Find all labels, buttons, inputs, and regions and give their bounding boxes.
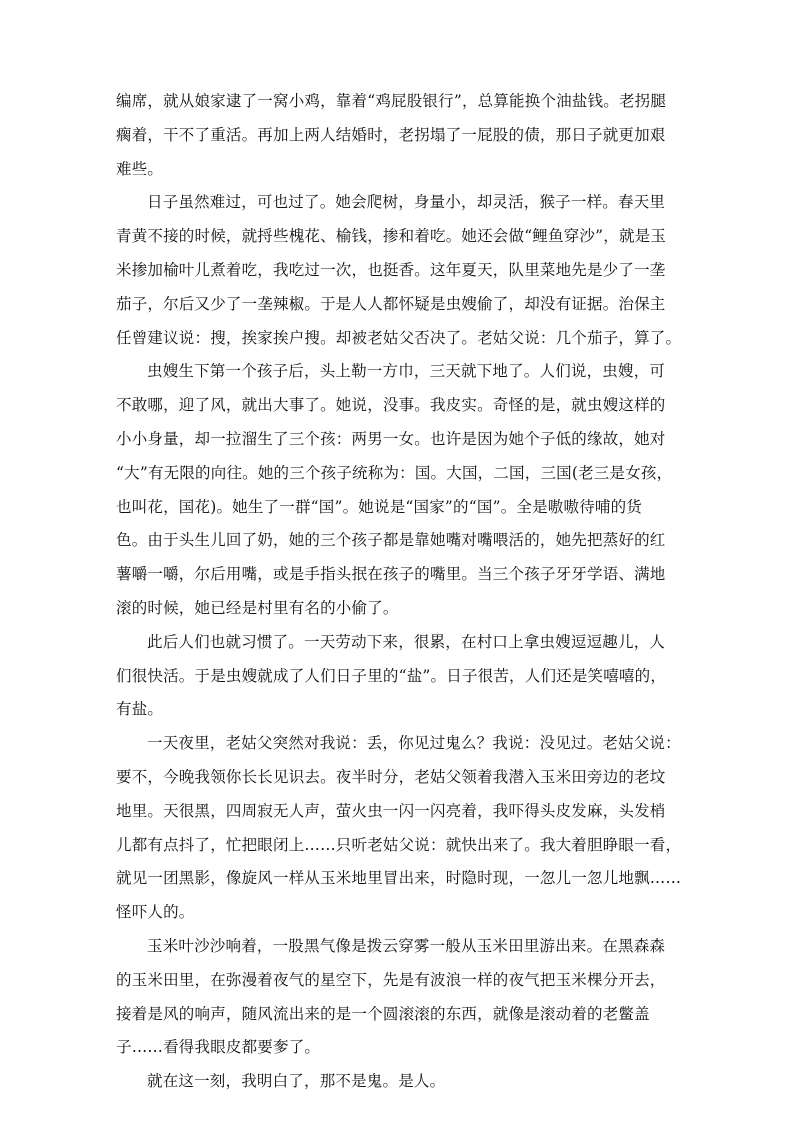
text-line: 也叫花，国花)。她生了一群“国”。她说是“国家”的“国”。全是嗷嗷待哺的货 xyxy=(116,497,642,516)
text-line: 不敢哪，迎了风，就出大事了。她说，没事。我皮实。奇怪的是，就虫嫂这样的 xyxy=(116,396,666,415)
text-line: 要不，今晚我领你长长见识去。夜半时分，老姑父领着我潜入玉米田旁边的老坟 xyxy=(116,767,666,786)
text-line: 接着是风的响声，随风流出来的是一个圆滚滚的东西，就像是滚动着的老鳖盖 xyxy=(116,1004,650,1023)
text-line: 青黄不接的时候，就捋些槐花、榆钱，掺和着吃。她还会做“鲤鱼穿沙”，就是玉 xyxy=(116,227,667,246)
paragraph-5 xyxy=(116,727,690,930)
text-line: 色。由于头生儿回了奶，她的三个孩子都是靠她嘴对嘴喂活的，她先把蒸好的红 xyxy=(116,531,666,550)
text-line: 怪吓人的。 xyxy=(116,903,195,922)
text-line: 有盐。 xyxy=(116,700,164,719)
paragraph-2 xyxy=(116,186,690,355)
text-line: 日子虽然难过，可也过了。她会爬树，身量小，却灵活，猴子一样。春天里 xyxy=(147,193,666,212)
text-line: 编席，就从娘家逮了一窝小鸡，靠着“鸡屁股银行”，总算能换个油盐钱。老拐腿 xyxy=(116,92,667,110)
text-line: 小小身量，却一拉溜生了三个孩：两男一女。也许是因为她个子低的缘故，她对 xyxy=(116,429,666,448)
text-line: 此后人们也就习惯了。一天劳动下来，很累，在村口上拿虫嫂逗逗趣儿，人 xyxy=(147,632,666,651)
paragraph-6 xyxy=(116,930,690,1065)
text-line: 薯嚼一嚼，尔后用嘴，或是手指头抿在孩子的嘴里。当三个孩子牙牙学语、满地 xyxy=(116,565,666,584)
text-line: 滚的时候，她已经是村里有名的小偷了。 xyxy=(116,598,399,617)
paragraph-1 xyxy=(116,85,690,186)
text-line: 虫嫂生下第一个孩子后，头上勒一方巾，三天就下地了。人们说，虫嫂，可 xyxy=(147,362,666,381)
text-line: 的玉米田里，在弥漫着夜气的星空下，先是有波浪一样的夜气把玉米棵分开去， xyxy=(116,970,666,989)
text-line: 一天夜里，老姑父突然对我说：丢，你见过鬼么？我说：没见过。老姑父说： xyxy=(147,734,681,753)
text-line: 任曾建议说：搜，挨家挨户搜。却被老姑父否决了。老姑父说：几个茄子，算了。 xyxy=(116,328,682,347)
text-line: 难些。 xyxy=(116,159,164,178)
text-line: “大”有无限的向往。她的三个孩子统称为：国。大国，二国，三国(老三是女孩， xyxy=(116,463,673,482)
paragraph-7 xyxy=(116,1065,690,1099)
text-line: 茄子，尔后又少了一垄辣椒。于是人人都怀疑是虫嫂偷了，却没有证据。治保主 xyxy=(116,294,666,313)
text-line: 就见一团黑影，像旋风一样从玉米地里冒出来，时隐时现，一忽儿一忽儿地飘…… xyxy=(116,869,682,888)
text-line: 米掺加榆叶儿煮着吃，我吃过一次，也挺香。这年夏天，队里菜地先是少了一垄 xyxy=(116,260,666,279)
text-line: 们很快活。于是虫嫂就成了人们日子里的“盐”。日子很苦，人们还是笑嘻嘻的， xyxy=(116,666,667,685)
text-line: 地里。天很黑，四周寂无人声，萤火虫一闪一闪亮着，我吓得头皮发麻，头发梢 xyxy=(116,801,666,820)
paragraph-3 xyxy=(116,355,690,625)
document-page xyxy=(116,85,690,1099)
text-line: 儿都有点抖了，忙把眼闭上……只听老姑父说：就快出来了。我大着胆睁眼一看， xyxy=(116,835,682,854)
text-line: 瘸着，干不了重活。再加上两人结婚时，老拐塌了一屁股的债，那日子就更加艰 xyxy=(116,125,666,144)
text-line: 子……看得我眼皮都要奓了。 xyxy=(116,1038,321,1057)
paragraph-4 xyxy=(116,626,690,727)
text-line: 玉米叶沙沙响着，一股黑气像是拨云穿雾一般从玉米田里游出来。在黑森森 xyxy=(147,936,666,955)
text-line: 就在这一刻，我明白了，那不是鬼。是人。 xyxy=(147,1072,446,1091)
